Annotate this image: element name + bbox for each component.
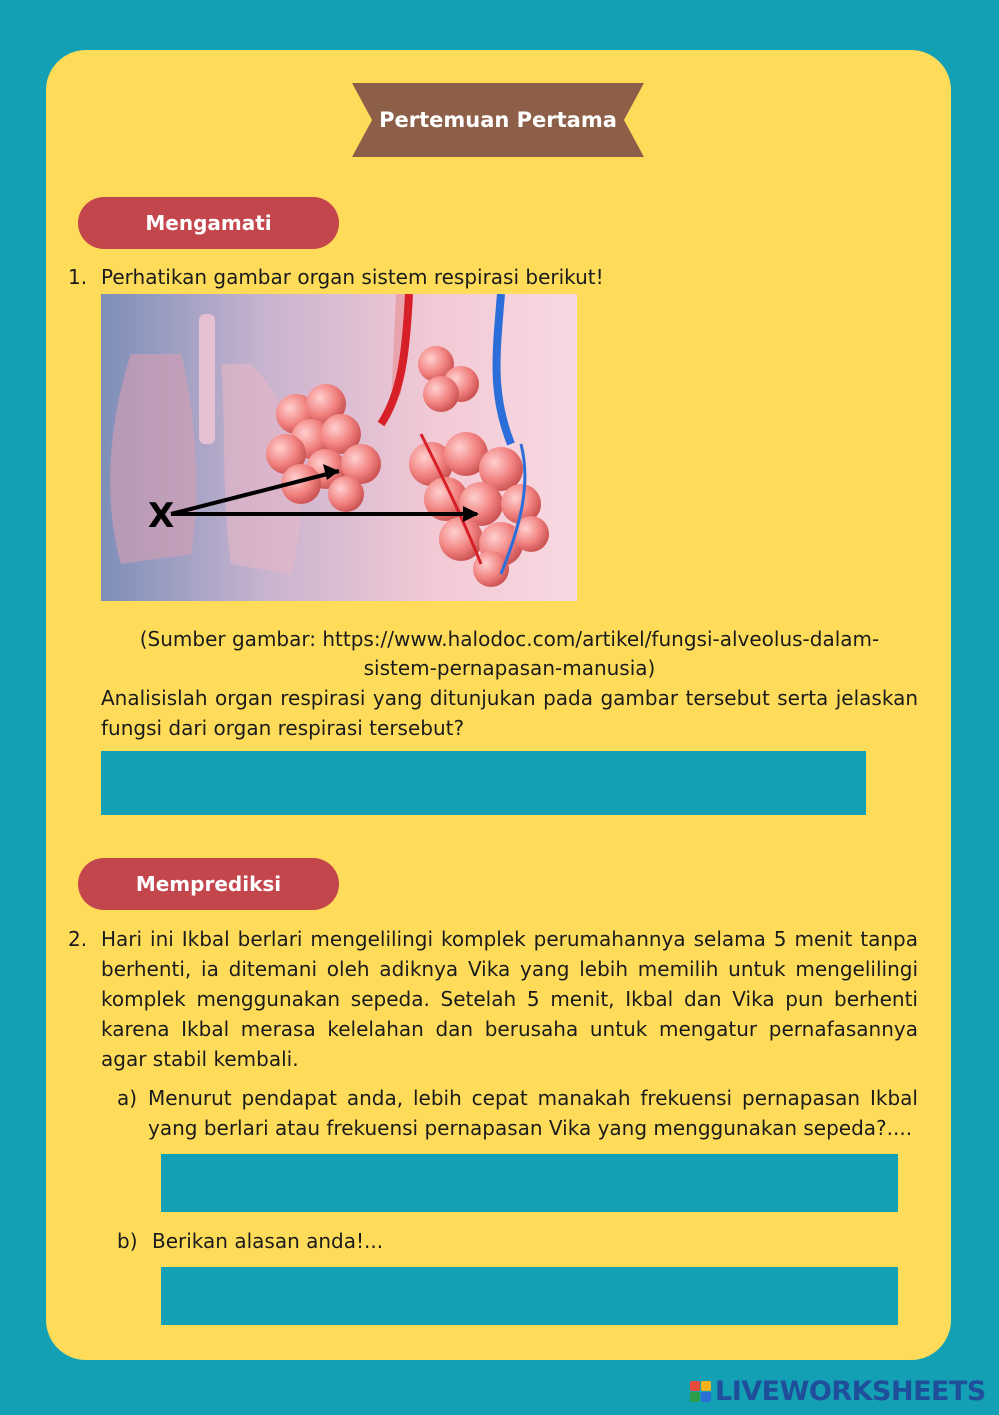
section-pill-memprediksi: Memprediksi: [78, 858, 339, 910]
liveworksheets-mark-icon: [690, 1381, 711, 1402]
question-2b-text: Berikan alasan anda!...: [152, 1229, 384, 1253]
answer-box-1[interactable]: [101, 751, 866, 815]
respiratory-illustration: [101, 294, 577, 601]
question-2b-label: b): [117, 1229, 138, 1253]
question-2a-text: Menurut pendapat anda, lebih cepat manakah frekuensi pernapasan Ikbal yang berlari atau frekuensi pernapasan Vika yang menggunakan sepeda?....: [148, 1086, 918, 1140]
image-source-line-1: (Sumber gambar: https://www.halodoc.com/artikel/fungsi-alveolus-dalam-: [139, 627, 880, 651]
image-marker-x: X: [148, 496, 175, 536]
question-2-number: 2.: [68, 927, 88, 951]
brand-name: LIVEWORKSHEETS: [715, 1375, 986, 1407]
question-2a-label: a): [117, 1086, 138, 1110]
image-source-line-2: sistem-pernapasan-manusia): [363, 656, 656, 680]
session-ribbon: [352, 83, 644, 157]
answer-box-2b[interactable]: [161, 1267, 898, 1325]
ribbon-title: Pertemuan Pertama: [379, 108, 617, 132]
question-1-number: 1.: [68, 265, 88, 289]
liveworksheets-logo: [690, 1374, 986, 1408]
question-2-text: Hari ini Ikbal berlari mengelilingi komplek perumahannya selama 5 menit tanpa berhenti, ia ditemani oleh adiknya Vika yang lebih memilih untuk mengelilingi komplek menggunakan sepeda. Setelah 5 menit, Ikbal dan Vika pun berhenti karena Ikbal merasa kelelahan dan berusaha untuk mengatur pernafasannya agar stabil kembali.: [101, 927, 918, 1071]
section-pill-mengamati: Mengamati: [78, 197, 339, 249]
question-1-instruction: Analisislah organ respirasi yang ditunjukan pada gambar tersebut serta jelaskan fungsi dari organ respirasi tersebut?: [101, 686, 918, 740]
answer-box-2a[interactable]: [161, 1154, 898, 1212]
question-1-text: Perhatikan gambar organ sistem respirasi berikut!: [101, 265, 604, 289]
